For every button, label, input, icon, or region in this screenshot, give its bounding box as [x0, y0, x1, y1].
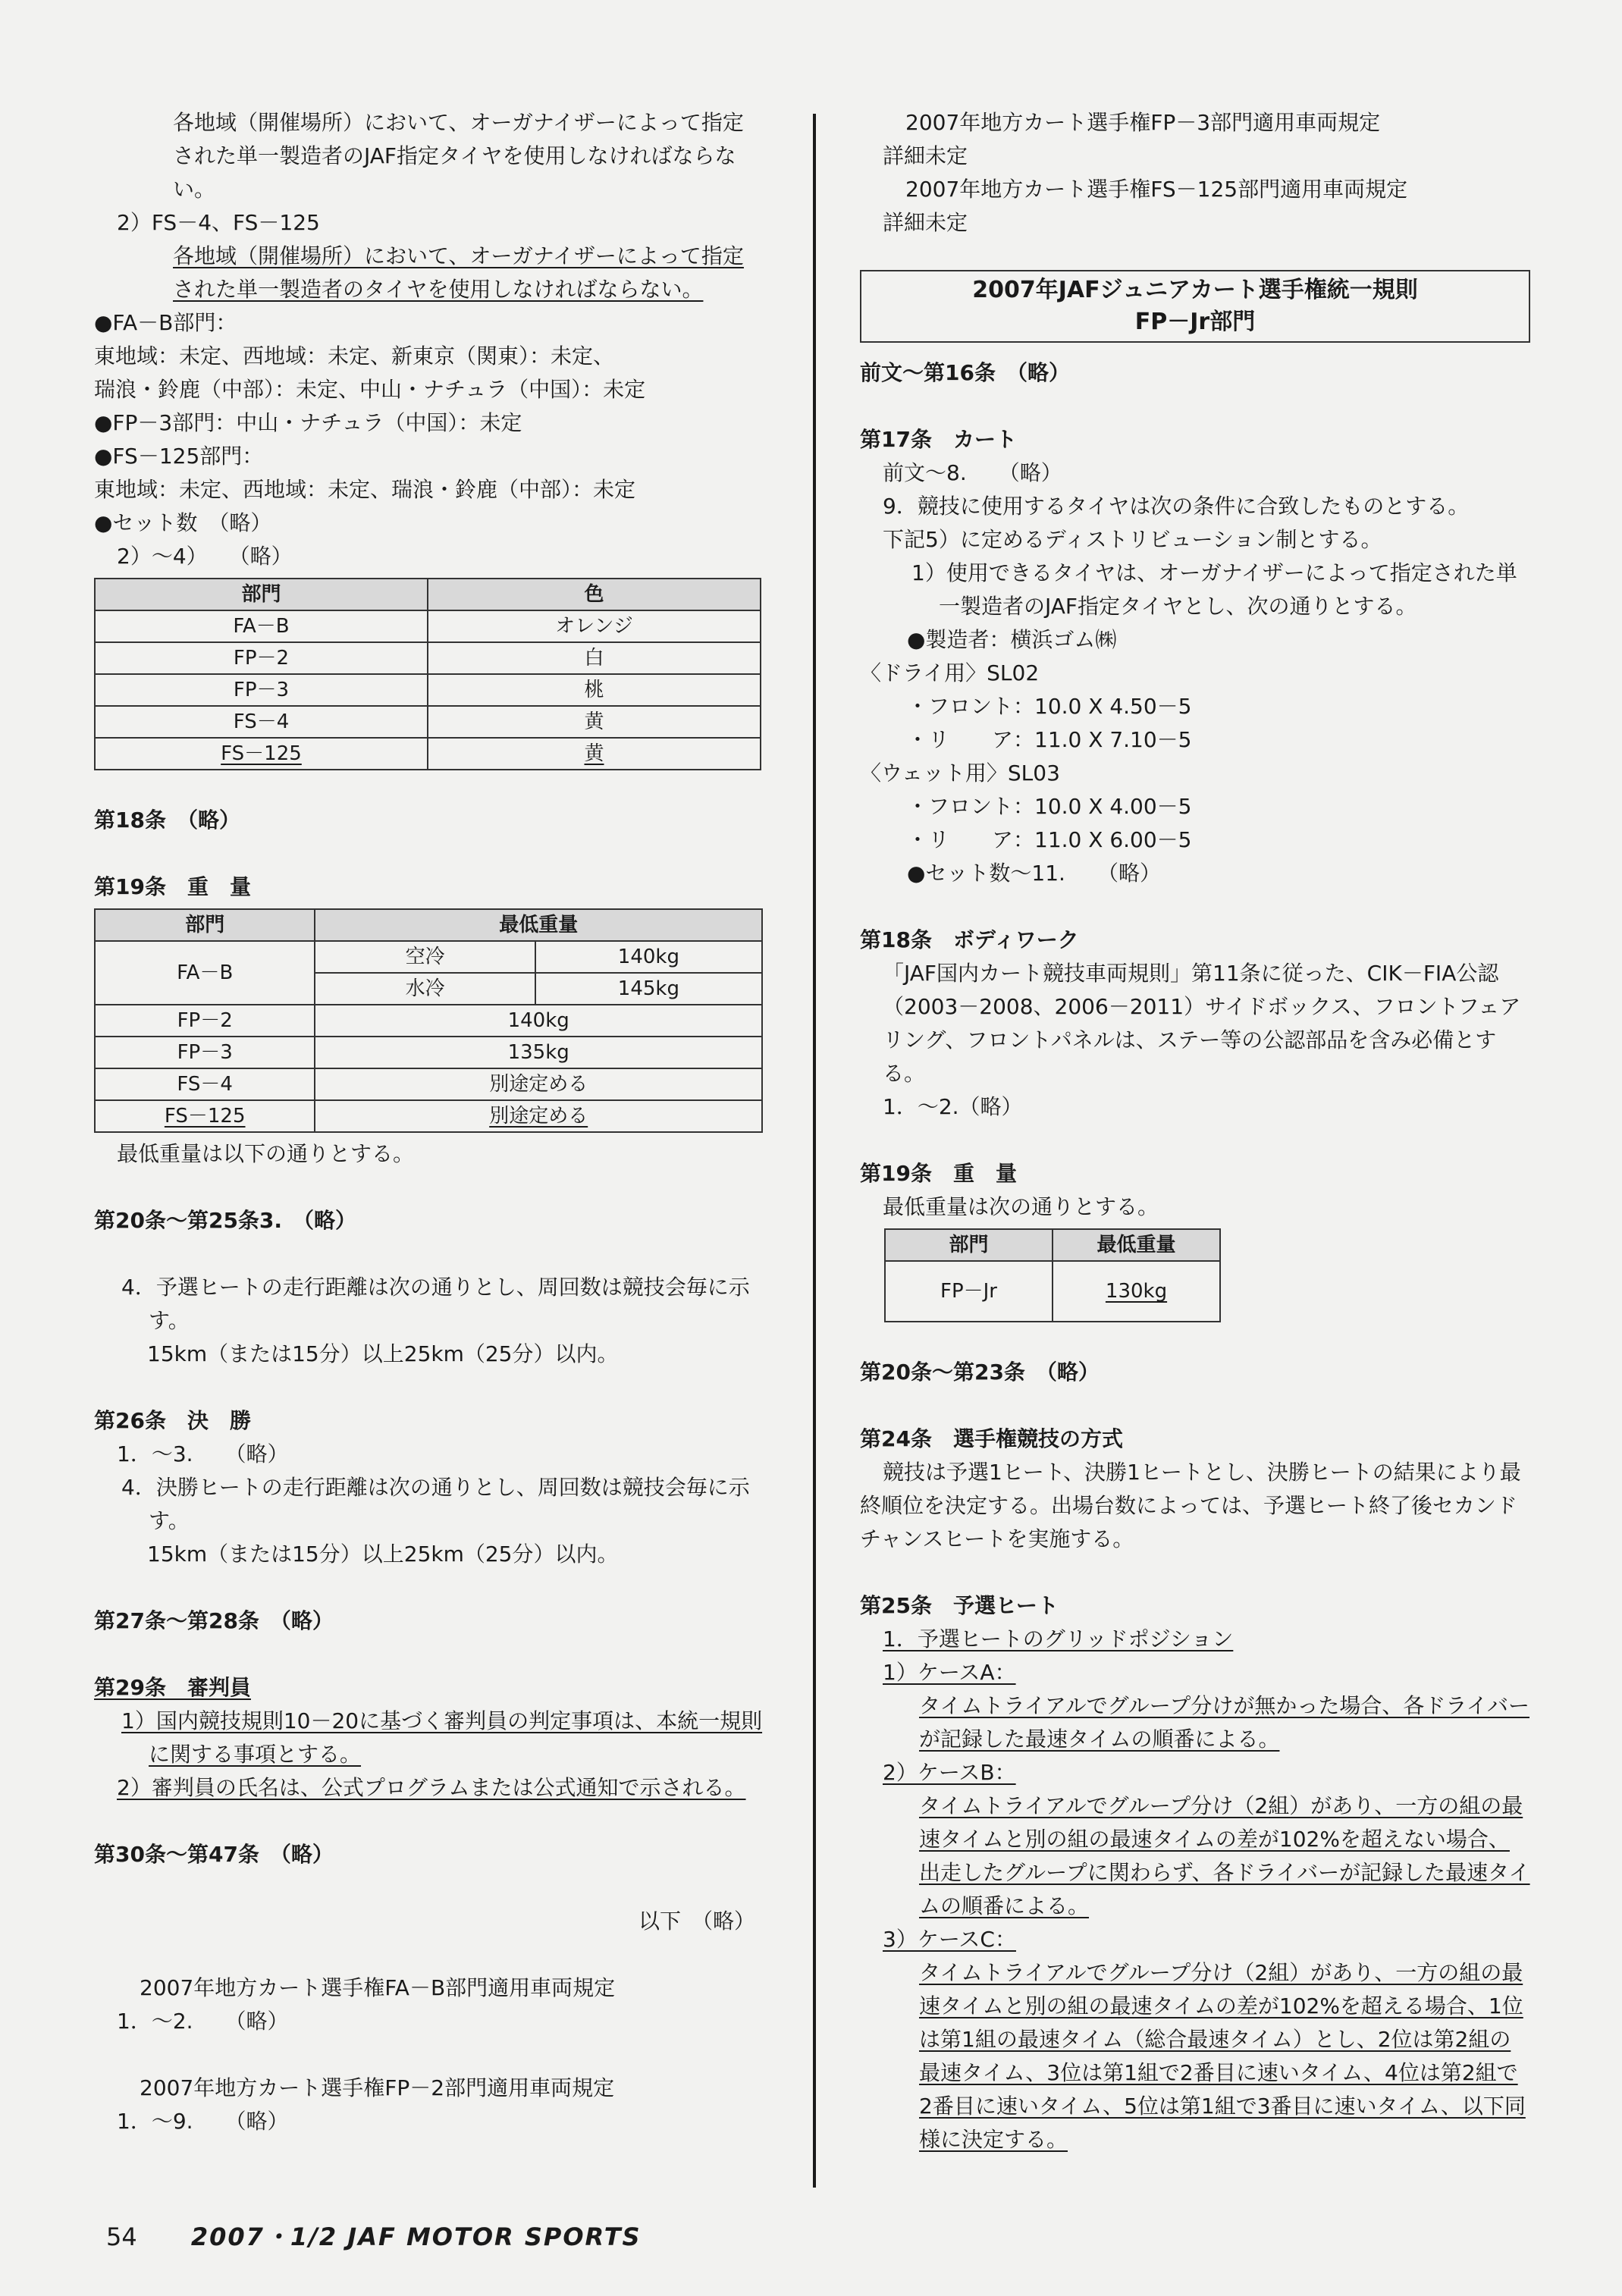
fab-vehicle-item: 1．～2. （略） [117, 2009, 289, 2034]
article-26-heading: 第26条 決 勝 [94, 1408, 251, 1433]
article-20-25-heading: 第20条～第25条3. （略） [94, 1208, 357, 1233]
preamble-heading: 前文～第16条 （略） [860, 360, 1070, 385]
fs125-regions: 東地域：未定、西地域：未定、瑞浪・鈴鹿（中部）：未定 [94, 477, 636, 502]
article-29-item-2: 2）審判員の氏名は、公式プログラムまたは公式通知で示される。 [117, 1775, 746, 1800]
wet-tire-rear: ・リ ア：11.0 X 6.00－5 [907, 827, 1192, 852]
omitted-below: 以下 （略） [638, 1909, 755, 1934]
table-row [95, 610, 761, 642]
article-17-item-9-1: 1）使用できるタイヤは、オーガナイザーによって指定された単一製造者のJAF指定タイヤとし、次の通りとする。 [911, 560, 1517, 619]
championship-format-text: 競技は予選1ヒート、決勝1ヒートとし、決勝ヒートの結果により最終順位を決定する。出場台数によっては、予選ヒート終了後セカンドチャンスヒートを実施する。 [860, 1460, 1521, 1551]
article-17-heading: 第17条 カート [860, 427, 1017, 452]
weight-table [94, 908, 763, 1133]
table-cell: オレンジ [428, 610, 761, 642]
dry-tire-heading: 〈ドライ用〉SL02 [860, 660, 1040, 685]
fab-heading: ●FA－B部門： [94, 310, 237, 335]
table-cell: 水冷 [315, 973, 535, 1005]
fs125-heading: ●FS－125部門： [94, 444, 264, 469]
fp3-detail: 詳細未定 [883, 143, 968, 168]
table-cell: FA－B [95, 941, 315, 1005]
table-cell: 空冷 [315, 941, 535, 973]
right-column [860, 106, 1530, 2156]
case-b-text: タイムトライアルでグループ分け（2組）があり、一方の組の最速タイムと別の組の最速タイムの差が102%を超えない場合、出走したグループに関わらず、各ドライバーが記録した最速タイムの順番による。 [919, 1793, 1530, 1918]
article-18-heading: 第18条 ボディワーク [860, 927, 1079, 952]
fab-regions-1: 東地域：未定、西地域：未定、新東京（関東）：未定、 [94, 343, 615, 369]
tire-maker: ●製造者：横浜ゴム㈱ [907, 627, 1117, 652]
table-cell: 白 [428, 642, 761, 674]
article-19-heading: 第19条 重 量 [860, 1161, 1017, 1186]
color-table-header: 部門 [95, 579, 428, 610]
fs125-vehicle-rules: 2007年地方カート選手権FS－125部門適用車両規定 [905, 177, 1408, 202]
weight-note: 最低重量は以下の通りとする。 [117, 1141, 415, 1166]
article-26-item-4: 4．決勝ヒートの走行距離は次の通りとし、周回数は競技会毎に示す。 [121, 1475, 750, 1533]
article-20-23-heading: 第20条～第23条 （略） [860, 1360, 1100, 1385]
article-17-item-9: 9．競技に使用するタイヤは次の条件に合致したものとする。 [883, 494, 1470, 519]
article-27-28-heading: 第27条～第28条 （略） [94, 1608, 334, 1633]
article-25-heading: 第25条 予選ヒート [860, 1593, 1059, 1618]
table-cell: 145kg [535, 973, 762, 1005]
fab-vehicle-rules: 2007年地方カート選手権FA－B部門適用車両規定 [140, 1975, 616, 2000]
section-title-line-2: FP－Jr部門 [1134, 309, 1256, 335]
table-row [885, 1261, 1220, 1322]
case-a-text: タイムトライアルでグループ分けが無かった場合、各ドライバーが記録した最速タイムの順番による。 [919, 1693, 1530, 1752]
fs125-detail: 詳細未定 [883, 210, 968, 235]
table-row [95, 1037, 762, 1068]
jr-weight-table [884, 1228, 1221, 1322]
table-cell: FP－3 [95, 674, 428, 706]
table-row [95, 1100, 762, 1132]
table-row [95, 941, 762, 973]
set-count: ●セット数～11. （略） [907, 861, 1161, 886]
fp2-vehicle-item: 1．～9. （略） [117, 2109, 289, 2134]
color-table-header: 色 [428, 579, 761, 610]
table-cell: FP－Jr [885, 1261, 1053, 1322]
table-row [95, 642, 761, 674]
fab-regions-2: 瑞浪・鈴鹿（中部）：未定、中山・ナチュラ（中国）：未定 [94, 377, 646, 402]
table-cell: 別途定める [315, 1068, 762, 1100]
table-cell: FP－2 [95, 642, 428, 674]
bodywork-items: 1．～2.（略） [883, 1094, 1023, 1119]
color-table [94, 578, 761, 770]
dry-tire-rear: ・リ ア：11.0 X 7.10－5 [907, 727, 1192, 752]
grid-position-heading: 1．予選ヒートのグリッドポジション [883, 1626, 1234, 1651]
article-26-items-1-3: 1．～3. （略） [117, 1441, 289, 1466]
bodywork-text: 「JAF国内カート競技車両規則」第11条に従った、CIK－FIA公認（2003－2008、2006－2011）サイドボックス、フロントフェアリング、フロントパネルは、ステー等の公認部品を含み必備とする。 [883, 961, 1521, 1086]
section-title-box [860, 270, 1530, 343]
case-a-label: 1）ケースA： [883, 1660, 1016, 1685]
article-25-item-4: 4．予選ヒートの走行距離は次の通りとし、周回数は競技会毎に示す。 [121, 1275, 750, 1333]
table-cell: FS－125 [95, 738, 428, 770]
table-cell: FA－B [95, 610, 428, 642]
case-c-label: 3）ケースC： [883, 1927, 1016, 1952]
table-row [95, 706, 761, 738]
table-row [95, 674, 761, 706]
table-row [95, 1068, 762, 1100]
article-18-heading: 第18条 （略） [94, 808, 240, 833]
article-19-heading: 第19条 重 量 [94, 874, 251, 899]
table-cell: 黄 [428, 738, 761, 770]
table-cell: 135kg [315, 1037, 762, 1068]
case-b-label: 2）ケースB： [883, 1760, 1016, 1785]
wet-tire-heading: 〈ウェット用〉SL03 [860, 761, 1060, 786]
dry-tire-front: ・フロント：10.0 X 4.50－5 [907, 694, 1192, 719]
heat-distance: 15km（または15分）以上25km（25分）以内。 [147, 1341, 619, 1366]
page-footer [106, 2218, 642, 2253]
table-cell: 別途定める [315, 1100, 762, 1132]
table-row [95, 1005, 762, 1037]
fs-tire-rule: 各地域（開催場所）において、オーガナイザーによって指定された単一製造者のタイヤを使用しなければならない。 [173, 243, 744, 302]
column-divider [813, 114, 816, 2188]
tire-rule-paragraph: 各地域（開催場所）において、オーガナイザーによって指定された単一製造者のJAF指定タイヤを使用しなければならない。 [173, 110, 744, 202]
table-cell: FP－2 [95, 1005, 315, 1037]
case-c-text: タイムトライアルでグループ分け（2組）があり、一方の組の最速タイムと別の組の最速タイムの差が102%を超える場合、1位は第1組の最速タイム（総合最速タイム）とし、2位は第2組の最速タイム、3位は第1組で2番目に速いタイム、4位は第2組で2番目に速いタイム、5位は第1組で3番目に速いタイム、以下同様に決定する。 [919, 1960, 1526, 2152]
article-29-item-1: 1）国内競技規則10－20に基づく審判員の判定事項は、本統一規則に関する事項とする。 [121, 1708, 763, 1767]
table-row [95, 738, 761, 770]
article-17-item-9b: 下記5）に定めるディストリビューション制とする。 [883, 527, 1382, 552]
items-2-4: 2）～4） （略） [117, 544, 293, 569]
fp3-regions: ●FP－3部門：中山・ナチュラ（中国）：未定 [94, 410, 522, 435]
table-cell: 140kg [315, 1005, 762, 1037]
table-cell: 130kg [1053, 1261, 1220, 1322]
page-number: 54 [106, 2222, 137, 2251]
jr-table-header: 部門 [885, 1229, 1053, 1261]
fp3-vehicle-rules: 2007年地方カート選手権FP－3部門適用車両規定 [905, 110, 1381, 135]
article-24-heading: 第24条 選手権競技の方式 [860, 1426, 1123, 1451]
table-cell: FS－125 [95, 1100, 315, 1132]
table-cell: FP－3 [95, 1037, 315, 1068]
article-17-preamble: 前文～8. （略） [883, 460, 1062, 485]
table-cell: FS－4 [95, 1068, 315, 1100]
table-cell: 桃 [428, 674, 761, 706]
weight-text: 最低重量は次の通りとする。 [883, 1194, 1159, 1219]
weight-table-header: 最低重量 [315, 909, 762, 941]
jr-table-header: 最低重量 [1053, 1229, 1220, 1261]
fp2-vehicle-rules: 2007年地方カート選手権FP－2部門適用車両規定 [140, 2075, 615, 2100]
magazine-title: 2007・1/2 JAF MOTOR SPORTS [190, 2222, 642, 2251]
fs-item-number: 2）FS－4、FS－125 [117, 210, 320, 235]
set-count: ●セット数 （略） [94, 510, 272, 535]
article-30-47-heading: 第30条～第47条 （略） [94, 1842, 334, 1867]
section-title-line-1: 2007年JAFジュニアカート選手権統一規則 [972, 277, 1418, 303]
left-column [94, 106, 763, 2138]
table-cell: FS－4 [95, 706, 428, 738]
table-cell: 140kg [535, 941, 762, 973]
wet-tire-front: ・フロント：10.0 X 4.00－5 [907, 794, 1192, 819]
weight-table-header: 部門 [95, 909, 315, 941]
article-29-heading: 第29条 審判員 [94, 1675, 251, 1700]
final-distance: 15km（または15分）以上25km（25分）以内。 [147, 1542, 619, 1567]
table-cell: 黄 [428, 706, 761, 738]
